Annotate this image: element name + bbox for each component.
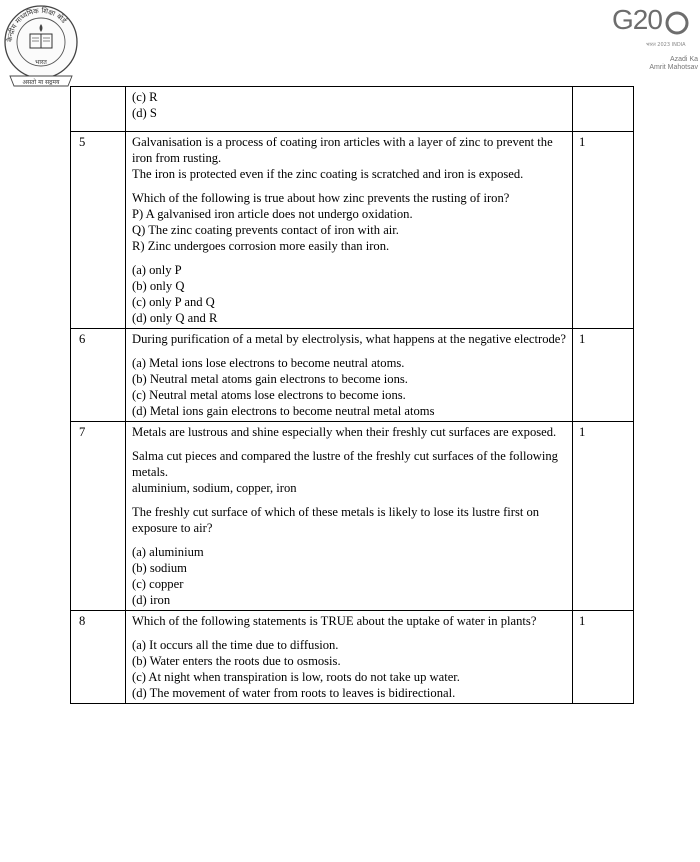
question-line: (c) Neutral metal atoms lose electrons to become ions. [132, 388, 406, 402]
question-row [71, 132, 634, 329]
question-line: (c) R [132, 90, 158, 104]
logo-ribbon-text: असतो मा सद्गमय [22, 79, 60, 86]
azadi-line2: Ka [689, 56, 698, 63]
cbse-logo [2, 2, 80, 92]
marks: 1 [573, 422, 634, 611]
question-line: Which of the following is true about how zinc prevents the rusting of iron? [132, 191, 510, 205]
question-line: The freshly cut surface of which of these metals is likely to lose its lustre first on exposure to air? [132, 505, 540, 535]
question-line: (a) Metal ions lose electrons to become neutral atoms. [132, 356, 405, 370]
question-line: P) A galvanised iron article does not undergo oxidation. [132, 207, 413, 221]
question-line: (d) iron [132, 593, 171, 607]
question-line: Galvanisation is a process of coating iron articles with a layer of zinc to prevent the iron from rusting. [132, 135, 553, 165]
question-number: 6 [71, 329, 126, 422]
question-line: (d) only Q and R [132, 311, 218, 325]
question-line: (d) The movement of water from roots to leaves is bidirectional. [132, 686, 456, 700]
question-text [126, 422, 573, 611]
question-line: (a) It occurs all the time due to diffusion. [132, 638, 339, 652]
question-text [126, 87, 573, 132]
azadi-line1: Azadi [669, 56, 688, 63]
question-line: Which of the following statements is TRUE about the uptake of water in plants? [132, 614, 537, 628]
logo-bottom-label: भारत [35, 59, 47, 66]
question-line: During purification of a metal by electrolysis, what happens at the negative electrode? [132, 332, 566, 346]
question-table [70, 86, 634, 704]
question-line: (d) S [132, 106, 157, 120]
question-row [71, 611, 634, 704]
marks: 1 [573, 329, 634, 422]
question-line: (b) only Q [132, 279, 185, 293]
question-text [126, 329, 573, 422]
g20-logo [612, 4, 698, 86]
question-line: (c) copper [132, 577, 184, 591]
question-number [71, 87, 126, 132]
azadi-line3: Amrit Mahotsav [649, 64, 698, 71]
question-number: 5 [71, 132, 126, 329]
question-line: aluminium, sodium, copper, iron [132, 481, 297, 495]
marks: 1 [573, 132, 634, 329]
question-line: Q) The zinc coating prevents contact of iron with air. [132, 223, 399, 237]
question-row [71, 87, 634, 132]
question-line: (a) aluminium [132, 545, 204, 559]
g20-brand: G20 [612, 4, 662, 35]
question-text [126, 611, 573, 704]
question-line: (d) Metal ions gain electrons to become neutral metal atoms [132, 404, 435, 418]
question-text [126, 132, 573, 329]
question-row [71, 329, 634, 422]
question-number: 7 [71, 422, 126, 611]
g20-hindi-text: भारत 2023 INDIA [646, 42, 686, 48]
question-line: (b) Water enters the roots due to osmosis. [132, 654, 341, 668]
question-line: (b) Neutral metal atoms gain electrons to become ions. [132, 372, 408, 386]
question-line: (a) only P [132, 263, 182, 277]
question-row [71, 422, 634, 611]
question-line: (b) sodium [132, 561, 187, 575]
question-line: (c) At night when transpiration is low, roots do not take up water. [132, 670, 460, 684]
question-number: 8 [71, 611, 126, 704]
question-line: R) Zinc undergoes corrosion more easily than iron. [132, 239, 390, 253]
marks [573, 87, 634, 132]
question-line: (c) only P and Q [132, 295, 215, 309]
question-line: Salma cut pieces and compared the lustre of the freshly cut surfaces of the following metals. [132, 449, 558, 479]
lotus-globe-icon [664, 10, 690, 36]
marks: 1 [573, 611, 634, 704]
question-line: Metals are lustrous and shine especially when their freshly cut surfaces are exposed. [132, 425, 557, 439]
logo-ring-text: केन्द्रीय माध्यमिक शिक्षा बोर्ड [5, 6, 68, 43]
question-line: The iron is protected even if the zinc coating is scratched and iron is exposed. [132, 167, 524, 181]
azadi-text [626, 56, 698, 72]
